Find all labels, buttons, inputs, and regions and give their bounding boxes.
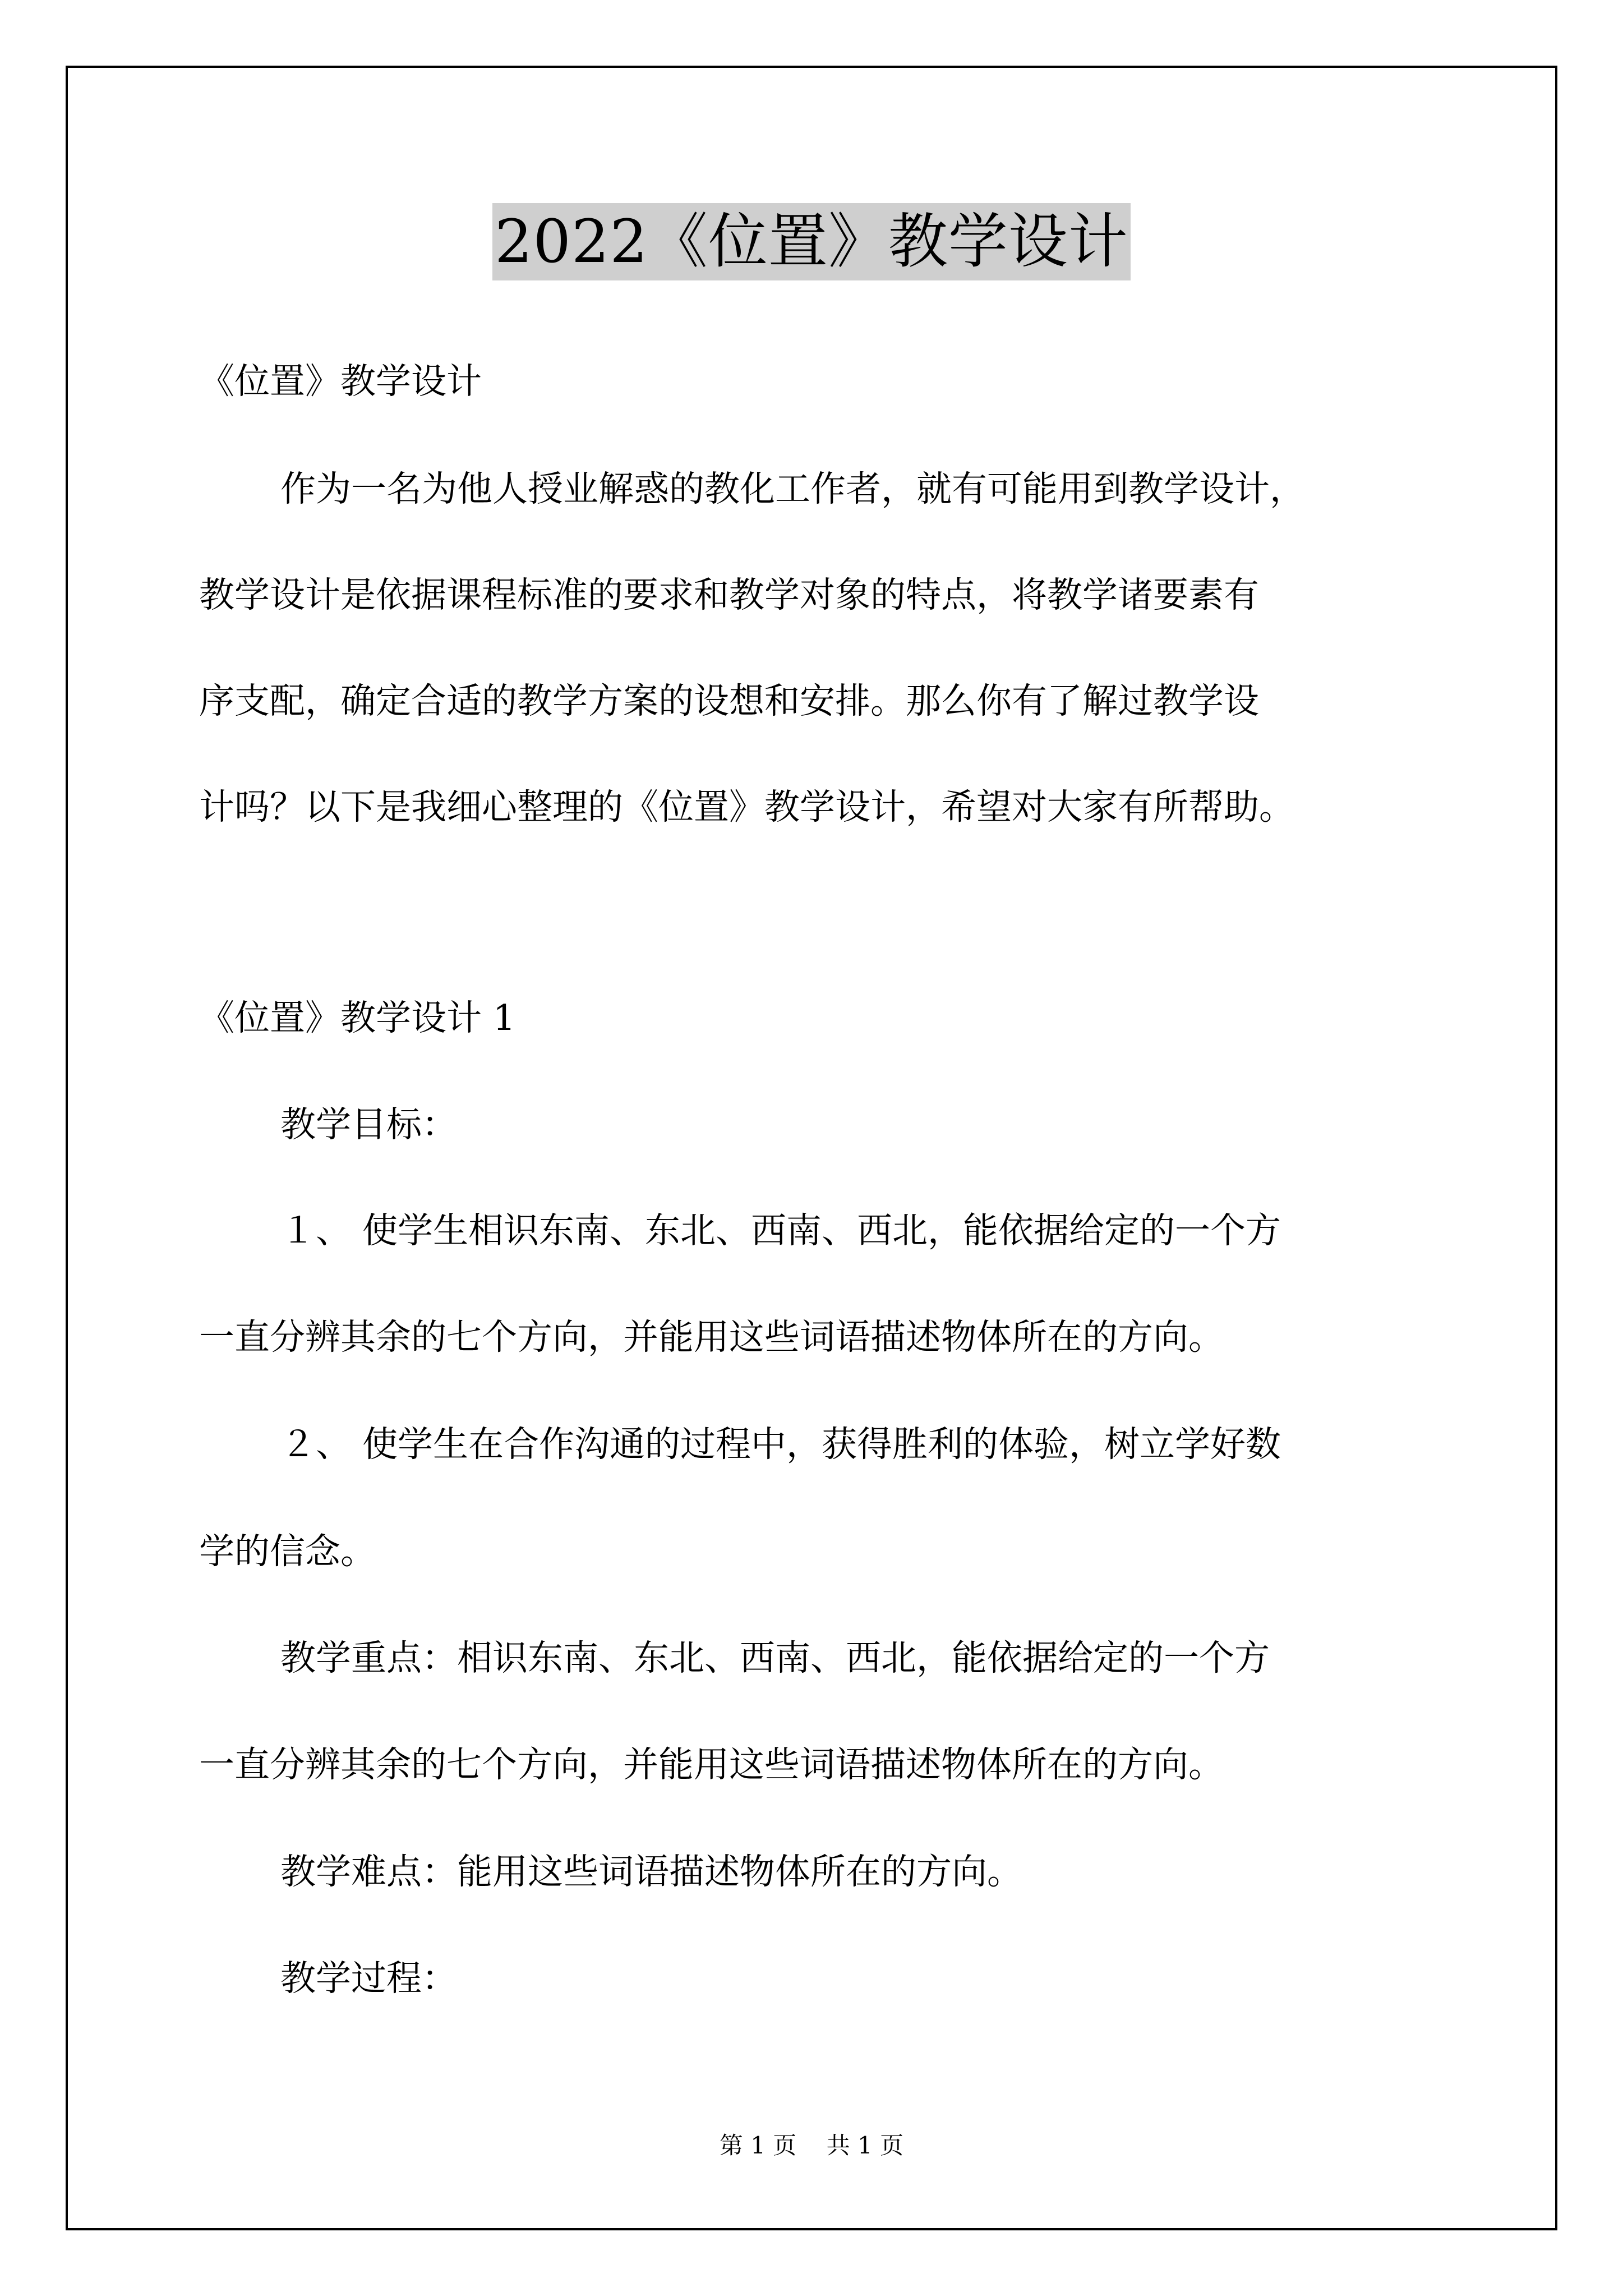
intro-line-2: 教学设计是依据课程标准的要求和教学对象的特点，将教学诸要素有 [199,574,1259,615]
section-heading: 《位置》教学设计 1 [199,997,516,1038]
intro-line-1: 作为一名为他人授业解惑的教化工作者，就有可能用到教学设计， [280,468,1305,509]
goal-1-line-1: １、 使学生相识东南、东北、西南、西北，能依据给定的一个方 [280,1210,1281,1251]
page-footer [0,2130,1623,2161]
goal-2-line-1: ２、 使学生在合作沟通的过程中，获得胜利的体验，树立学好数 [280,1424,1281,1465]
process-label: 教学过程： [280,1958,457,1999]
page-number: 第 1 页 共 1 页 [719,2132,904,2159]
document-title: 2022《位置》教学设计 [492,203,1131,280]
goal-1-line-2: 一直分辨其余的七个方向，并能用这些词语描述物体所在的方向。 [199,1317,1224,1358]
goals-label: 教学目标： [280,1104,457,1145]
intro-line-4: 计吗？以下是我细心整理的《位置》教学设计，希望对大家有所帮助。 [199,786,1294,827]
difficulty-line: 教学难点：能用这些词语描述物体所在的方向。 [280,1851,1022,1892]
document-subtitle: 《位置》教学设计 [199,361,482,402]
key-point-line-1: 教学重点：相识东南、东北、西南、西北，能依据给定的一个方 [280,1637,1270,1678]
document-title-wrapper [0,203,1623,280]
goal-2-line-2: 学的信念。 [199,1531,376,1572]
intro-line-3: 序支配，确定合适的教学方案的设想和安排。那么你有了解过教学设 [199,680,1259,721]
key-point-line-2: 一直分辨其余的七个方向，并能用这些词语描述物体所在的方向。 [199,1744,1224,1785]
